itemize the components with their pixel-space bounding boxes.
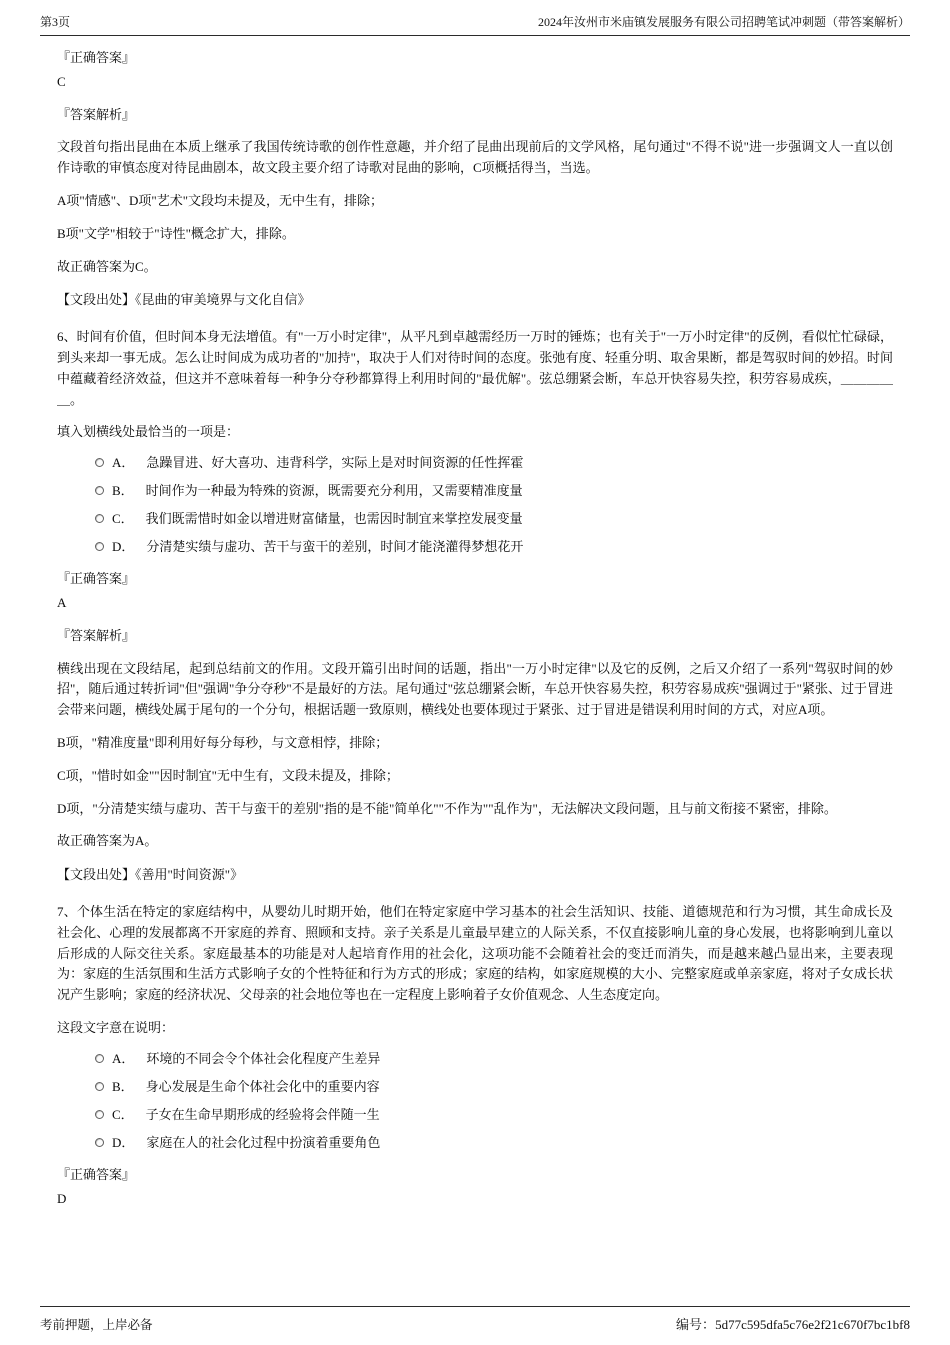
q6-conclusion-line: 故正确答案为A。 (57, 833, 158, 849)
question-6-stem: 6、时间有价值，但时间本身无法增值。有"一万小时定律"，从平凡到卓越需经历一万时的锤炼；也有关于"一万小时定律"的反例，看似忙忙碌碌，到头来却一事无成。怎么让时间成为成功者的"加持"，取决于人们对待时间的态度。张弛有度、轻重分明、取舍果断，都是驾驭时间的妙招。时间中蕴藏着经济效益，但这并不意味着每一种争分夺秒都算得上利用时间的"最优解"。弦总绷紧会断，车总开快容易失控，积劳容易成疾，＿＿＿＿＿。 (57, 329, 893, 407)
option-letter: C． (112, 1106, 134, 1122)
radio-button[interactable] (95, 486, 104, 495)
q5-source-line: 【文段出处】《昆曲的审美境界与文化自信》 (57, 292, 311, 308)
q6-elimination-point-c: C项，"惜时如金""因时制宜"无中生有，文段未提及，排除； (57, 767, 399, 783)
q5-correct-answer-value: C (57, 73, 66, 89)
q7-option-d[interactable] (95, 1132, 893, 1153)
option-letter: D． (112, 539, 135, 555)
q7-option-c[interactable] (95, 1104, 893, 1125)
q6-source-line: 【文段出处】《善用"时间资源"》 (57, 867, 244, 883)
question-7-prompt: 这段文字意在说明： (57, 1019, 175, 1035)
radio-button[interactable] (95, 458, 104, 467)
radio-button[interactable] (95, 1054, 104, 1063)
radio-button[interactable] (95, 542, 104, 551)
q6-analysis-label: 『答案解析』 (57, 627, 136, 643)
q6-option-d[interactable] (95, 536, 893, 557)
option-letter: C． (112, 511, 134, 527)
q6-elimination-point-b: B项，"精准度量"即利用好每分每秒，与文意相悖，排除； (57, 734, 389, 750)
radio-button[interactable] (95, 1138, 104, 1147)
q5-correct-answer-label: 『正确答案』 (57, 50, 136, 65)
option-text: 环境的不同会令个体社会化程度产生差异 (146, 1050, 381, 1066)
option-text: 子女在生命早期形成的经验将会伴随一生 (145, 1106, 380, 1122)
option-letter: A． (112, 455, 135, 471)
radio-button[interactable] (95, 1082, 104, 1091)
option-letter: D． (112, 1134, 135, 1150)
option-text: 我们既需惜时如金以增进财富储量，也需因时制宜来掌控发展变量 (145, 511, 523, 527)
option-letter: B． (112, 1078, 134, 1094)
q7-option-b[interactable] (95, 1076, 893, 1097)
q6-analysis-paragraph: 横线出现在文段结尾，起到总结前文的作用。文段开篇引出时间的话题，指出"一万小时定律"以及它的反例，之后又介绍了一系列"驾驭时间的妙招"，随后通过转折词"但"强调"争分夺秒"不是最好的方法。尾句通过"弦总绷紧会断，车总开快容易失控，积劳容易成疾"强调过于"紧张、过于冒进会带来问题，横线处属于尾句的一个分句，根据话题一致原则，横线处也要体现过于紧张、过于冒进是错误利用时间的方式，对应A项。 (57, 660, 893, 718)
page-footer (40, 1306, 910, 1333)
option-text: 身心发展是生命个体社会化中的重要内容 (145, 1078, 380, 1094)
radio-button[interactable] (95, 1110, 104, 1119)
radio-button[interactable] (95, 514, 104, 523)
q7-correct-answer-label: 『正确答案』 (57, 1166, 136, 1182)
footer-code-value: 5d77c595dfa5c76e2f21c670f7bc1bf8 (715, 1317, 910, 1332)
q5-analysis-label: 『答案解析』 (57, 106, 136, 122)
q6-correct-answer-label: 『正确答案』 (57, 571, 136, 587)
footer-code (676, 1314, 910, 1333)
option-text: 分清楚实绩与虚功、苦干与蛮干的差别，时间才能浇灌得梦想花开 (146, 539, 524, 555)
page-number: 第3页 (40, 15, 71, 29)
q6-option-b[interactable] (95, 480, 893, 501)
option-letter: A． (112, 1050, 135, 1066)
question-7-options (95, 1048, 893, 1153)
question-6-options (95, 452, 893, 557)
option-text: 时间作为一种最为特殊的资源，既需要充分利用，又需要精准度量 (145, 483, 523, 499)
footer-code-label: 编号： (676, 1317, 716, 1332)
option-text: 急躁冒进、好大喜功、违背科学，实际上是对时间资源的任性挥霍 (146, 455, 524, 471)
q6-option-c[interactable] (95, 508, 893, 529)
q7-correct-answer-value: D (57, 1190, 67, 1206)
document-content (57, 40, 893, 1297)
q6-correct-answer-value: A (57, 594, 67, 610)
q6-option-a[interactable] (95, 452, 893, 473)
q5-elimination-point-b: B项"文学"相较于"诗性"概念扩大，排除。 (57, 225, 295, 241)
option-letter: B． (112, 483, 134, 499)
q5-conclusion-line: 故正确答案为C。 (57, 258, 157, 274)
question-6-prompt: 填入划横线处最恰当的一项是： (57, 424, 240, 440)
q5-elimination-point-a: A项"情感"、D项"艺术"文段均未提及，无中生有，排除； (57, 192, 384, 208)
footer-slogan: 考前押题，上岸必备 (40, 1318, 153, 1332)
question-7-stem: 7、个体生活在特定的家庭结构中，从婴幼儿时期开始，他们在特定家庭中学习基本的社会生活知识、技能、道德规范和行为习惯，其生命成长及社会化、心理的发展都离不开家庭的养育、照顾和支持。亲子关系是儿童最早建立的人际关系，不仅直接影响儿童的身心发展，也将影响到儿童以后形成的人际交往关系。家庭最基本的功能是对人起培育作用的社会化，这项功能不会随着社会的变迁而消失，而是越来越凸显出来，主要表现为：家庭的生活氛围和生活方式影响子女的个性特征和行为方式的形成；家庭的结构，如家庭规模的大小、完整家庭或单亲家庭，将对子女成长状况产生影响；家庭的经济状况、父母亲的社会地位等也在一定程度上影响着子女价值观念、人生态度定向。 (57, 903, 893, 1003)
q5-analysis-paragraph: 文段首句指出昆曲在本质上继承了我国传统诗歌的创作性意趣，并介绍了昆曲出现前后的文学风格，尾句通过"不得不说"进一步强调文人一直以创作诗歌的审慎态度对待昆曲剧本，故文段主要介绍了诗歌对昆曲的影响，C项概括得当，当选。 (57, 139, 893, 176)
q7-option-a[interactable] (95, 1048, 893, 1069)
option-text: 家庭在人的社会化过程中扮演着重要角色 (146, 1134, 381, 1150)
q6-elimination-point-d: D项，"分清楚实绩与虚功、苦干与蛮干的差别"指的是不能"简单化""不作为""乱作为"，无法解决文段问题，且与前文衔接不紧密，排除。 (57, 800, 837, 816)
document-title: 2024年汝州市米庙镇发展服务有限公司招聘笔试冲刺题（带答案解析） (537, 15, 910, 29)
page-header (40, 13, 910, 36)
